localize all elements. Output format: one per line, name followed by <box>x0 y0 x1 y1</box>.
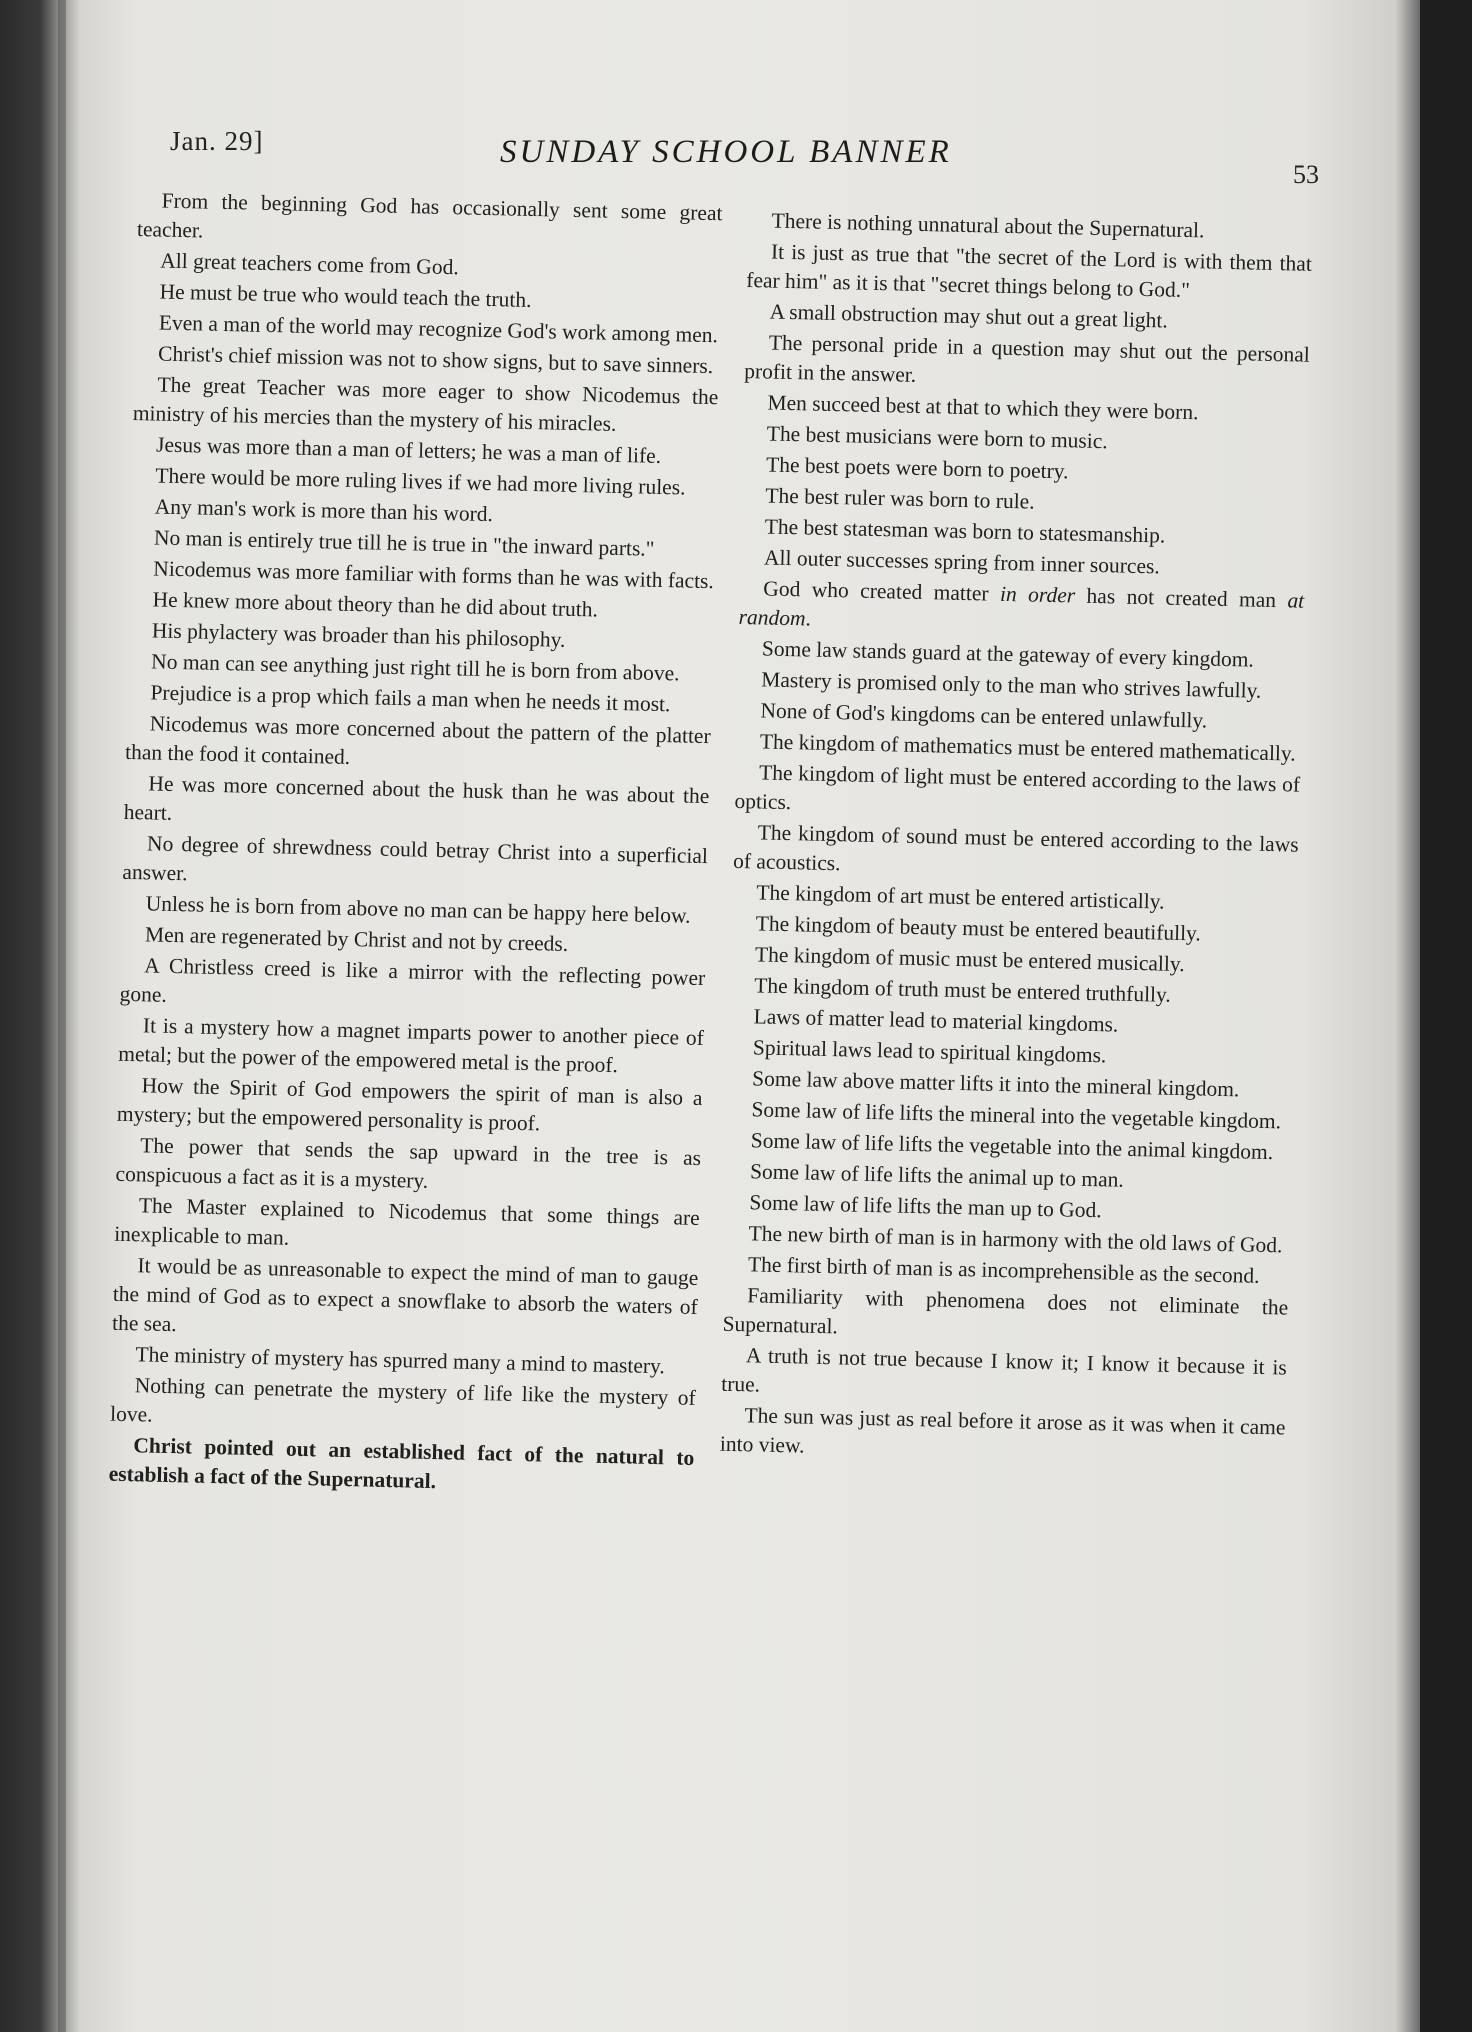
paragraph <box>738 574 1304 645</box>
paragraph: The sun was just as real before it arose as it was when it came into view. <box>719 1403 1286 1458</box>
paragraph: Men succeed best at that to which they were born. <box>767 390 1199 425</box>
paragraph: All great teachers come from God. <box>160 248 460 280</box>
paragraph: He was more concerned about the husk than he was about the heart. <box>123 771 710 825</box>
paragraph: There would be more ruling lives if we had more living rules. <box>155 463 686 500</box>
paragraph: It is a mystery how a magnet imparts power to another piece of metal; but the power of the empowered metal is the proof. <box>118 1013 705 1078</box>
paragraph-text: has not created man <box>1074 583 1288 613</box>
paragraph: He knew more about theory than he did about truth. <box>152 587 599 622</box>
paragraph-text: God who created matter <box>763 576 1001 606</box>
paragraph: Some law of life lifts the vegetable into the animal kingdom. <box>750 1128 1274 1165</box>
paragraph: Prejudice is a prop which fails a man when he needs it most. <box>150 680 671 717</box>
paragraph: A small obstruction may shut out a great light. <box>769 299 1169 333</box>
paragraph: Men are regenerated by Christ and not by creeds. <box>144 922 569 956</box>
paragraph: Even a man of the world may recognize God's work among men. <box>158 310 719 348</box>
paragraph: The first birth of man is as incomprehensible as the second. <box>747 1252 1260 1288</box>
issue-date: Jan. 29] <box>170 126 264 156</box>
paragraph: Nothing can penetrate the mystery of life like the mystery of love. <box>109 1373 696 1427</box>
paragraph: No degree of shrewdness could betray Christ into a superficial answer. <box>122 831 709 886</box>
paragraph: A truth is not true because I know it; I know it because it is true. <box>721 1343 1288 1397</box>
paragraph: The kingdom of light must be entered according to the laws of optics. <box>734 760 1301 815</box>
paragraph: All outer successes spring from inner sources. <box>763 545 1161 579</box>
paragraph: Familiarity with phenomena does not eliminate the Supernatural. <box>722 1283 1289 1339</box>
paragraph: No man is entirely true till he is true in "the inward parts." <box>153 525 655 561</box>
right-column <box>720 206 1313 1473</box>
paragraph: The best musicians were born to music. <box>766 421 1108 454</box>
paragraph: Spiritual laws lead to spiritual kingdoms. <box>752 1035 1107 1068</box>
paragraph: The Master explained to Nicodemus that some things are inexplicable to man. <box>113 1193 701 1250</box>
paragraph: The kingdom of truth must be entered truthfully. <box>754 973 1172 1007</box>
paragraph: Christ pointed out an established fact of the natural to establish a fact of the Supernatural. <box>108 1433 695 1494</box>
paragraph: A Christless creed is like a mirror with the reflecting power gone. <box>119 953 706 1007</box>
paragraph: The best poets were born to poetry. <box>765 452 1069 484</box>
paragraph: The kingdom of art must be entered artistically. <box>756 880 1165 914</box>
paragraph: The great Teacher was more eager to show Nicodemus the ministry of his mercies than the mystery of his miracles. <box>132 372 719 436</box>
page-number: 53 <box>1293 160 1319 189</box>
paragraph: There is nothing unnatural about the Supernatural. <box>771 208 1205 243</box>
paragraph: It is just as true that "the secret of the Lord is with them that fear him" as it is that "secret things belong to God." <box>746 239 1313 303</box>
paragraph: The kingdom of beauty must be entered beautifully. <box>755 911 1202 946</box>
publication-title: SUNDAY SCHOOL BANNER <box>500 134 952 170</box>
running-header <box>170 118 1350 188</box>
paragraph: Some law above matter lifts it into the mineral kingdom. <box>751 1066 1240 1102</box>
paragraph: Laws of matter lead to material kingdoms. <box>753 1004 1119 1037</box>
paragraph: The personal pride in a question may shut out the personal profit in the answer. <box>743 330 1311 387</box>
paragraph: How the Spirit of God empowers the spirit of man is also a mystery; but the empowered personality is proof. <box>116 1073 703 1136</box>
paragraph: Some law of life lifts the animal up to man. <box>749 1159 1125 1192</box>
left-column <box>108 186 722 1504</box>
paragraph: Christ's chief mission was not to show signs, but to save sinners. <box>157 341 714 379</box>
paragraph-text: . <box>805 606 812 631</box>
paragraph: It would be as unreasonable to expect the mind of man to gauge the mind of God as to expect a snowflake to absorb the waters of the sea. <box>111 1253 699 1337</box>
paragraph: Some law of life lifts the mineral into the vegetable kingdom. <box>751 1097 1282 1134</box>
paragraph: Unless he is born from above no man can be happy here below. <box>145 891 691 928</box>
paragraph: No man can see anything just right till he is born from above. <box>150 649 680 686</box>
emphasis: in order <box>999 581 1076 608</box>
paragraph: Any man's work is more than his word. <box>154 494 494 527</box>
paragraph: Nicodemus was more concerned about the pattern of the platter than the food it contained. <box>124 711 711 769</box>
binding-shadow <box>58 0 66 2032</box>
paragraph: The kingdom of music must be entered musically. <box>754 942 1185 977</box>
paragraph: Nicodemus was more familiar with forms than he was with facts. <box>153 556 715 594</box>
paragraph: He must be true who would teach the truth. <box>159 279 532 312</box>
paragraph: Some law of life lifts the man up to God. <box>749 1190 1102 1223</box>
paragraph: Mastery is promised only to the man who strives lawfully. <box>760 667 1262 703</box>
paragraph: His phylactery was broader than his philosophy. <box>151 618 566 652</box>
paragraph: The best statesman was born to statesmanship. <box>764 514 1166 548</box>
paragraph: The kingdom of mathematics must be entered mathematically. <box>759 729 1296 766</box>
paragraph: The new birth of man is in harmony with the old laws of God. <box>748 1221 1283 1258</box>
paragraph: Jesus was more than a man of letters; he was a man of life. <box>155 432 662 468</box>
paragraph: The ministry of mystery has spurred many a mind to mastery. <box>135 1342 666 1379</box>
emphasis: at random <box>738 588 1305 631</box>
paragraph: The kingdom of sound must be entered according to the laws of acoustics. <box>732 820 1299 876</box>
paragraph: The power that sends the sap upward in the tree is as conspicuous a fact as it is a mystery. <box>115 1133 702 1193</box>
paragraph: None of God's kingdoms can be entered unlawfully. <box>760 698 1208 733</box>
paragraph: The best ruler was born to rule. <box>765 483 1035 514</box>
paragraph: Some law stands guard at the gateway of every kingdom. <box>761 636 1255 672</box>
page-border-shadow <box>1420 0 1472 2032</box>
paragraph: From the beginning God has occasionally sent some great teacher. <box>136 188 723 243</box>
